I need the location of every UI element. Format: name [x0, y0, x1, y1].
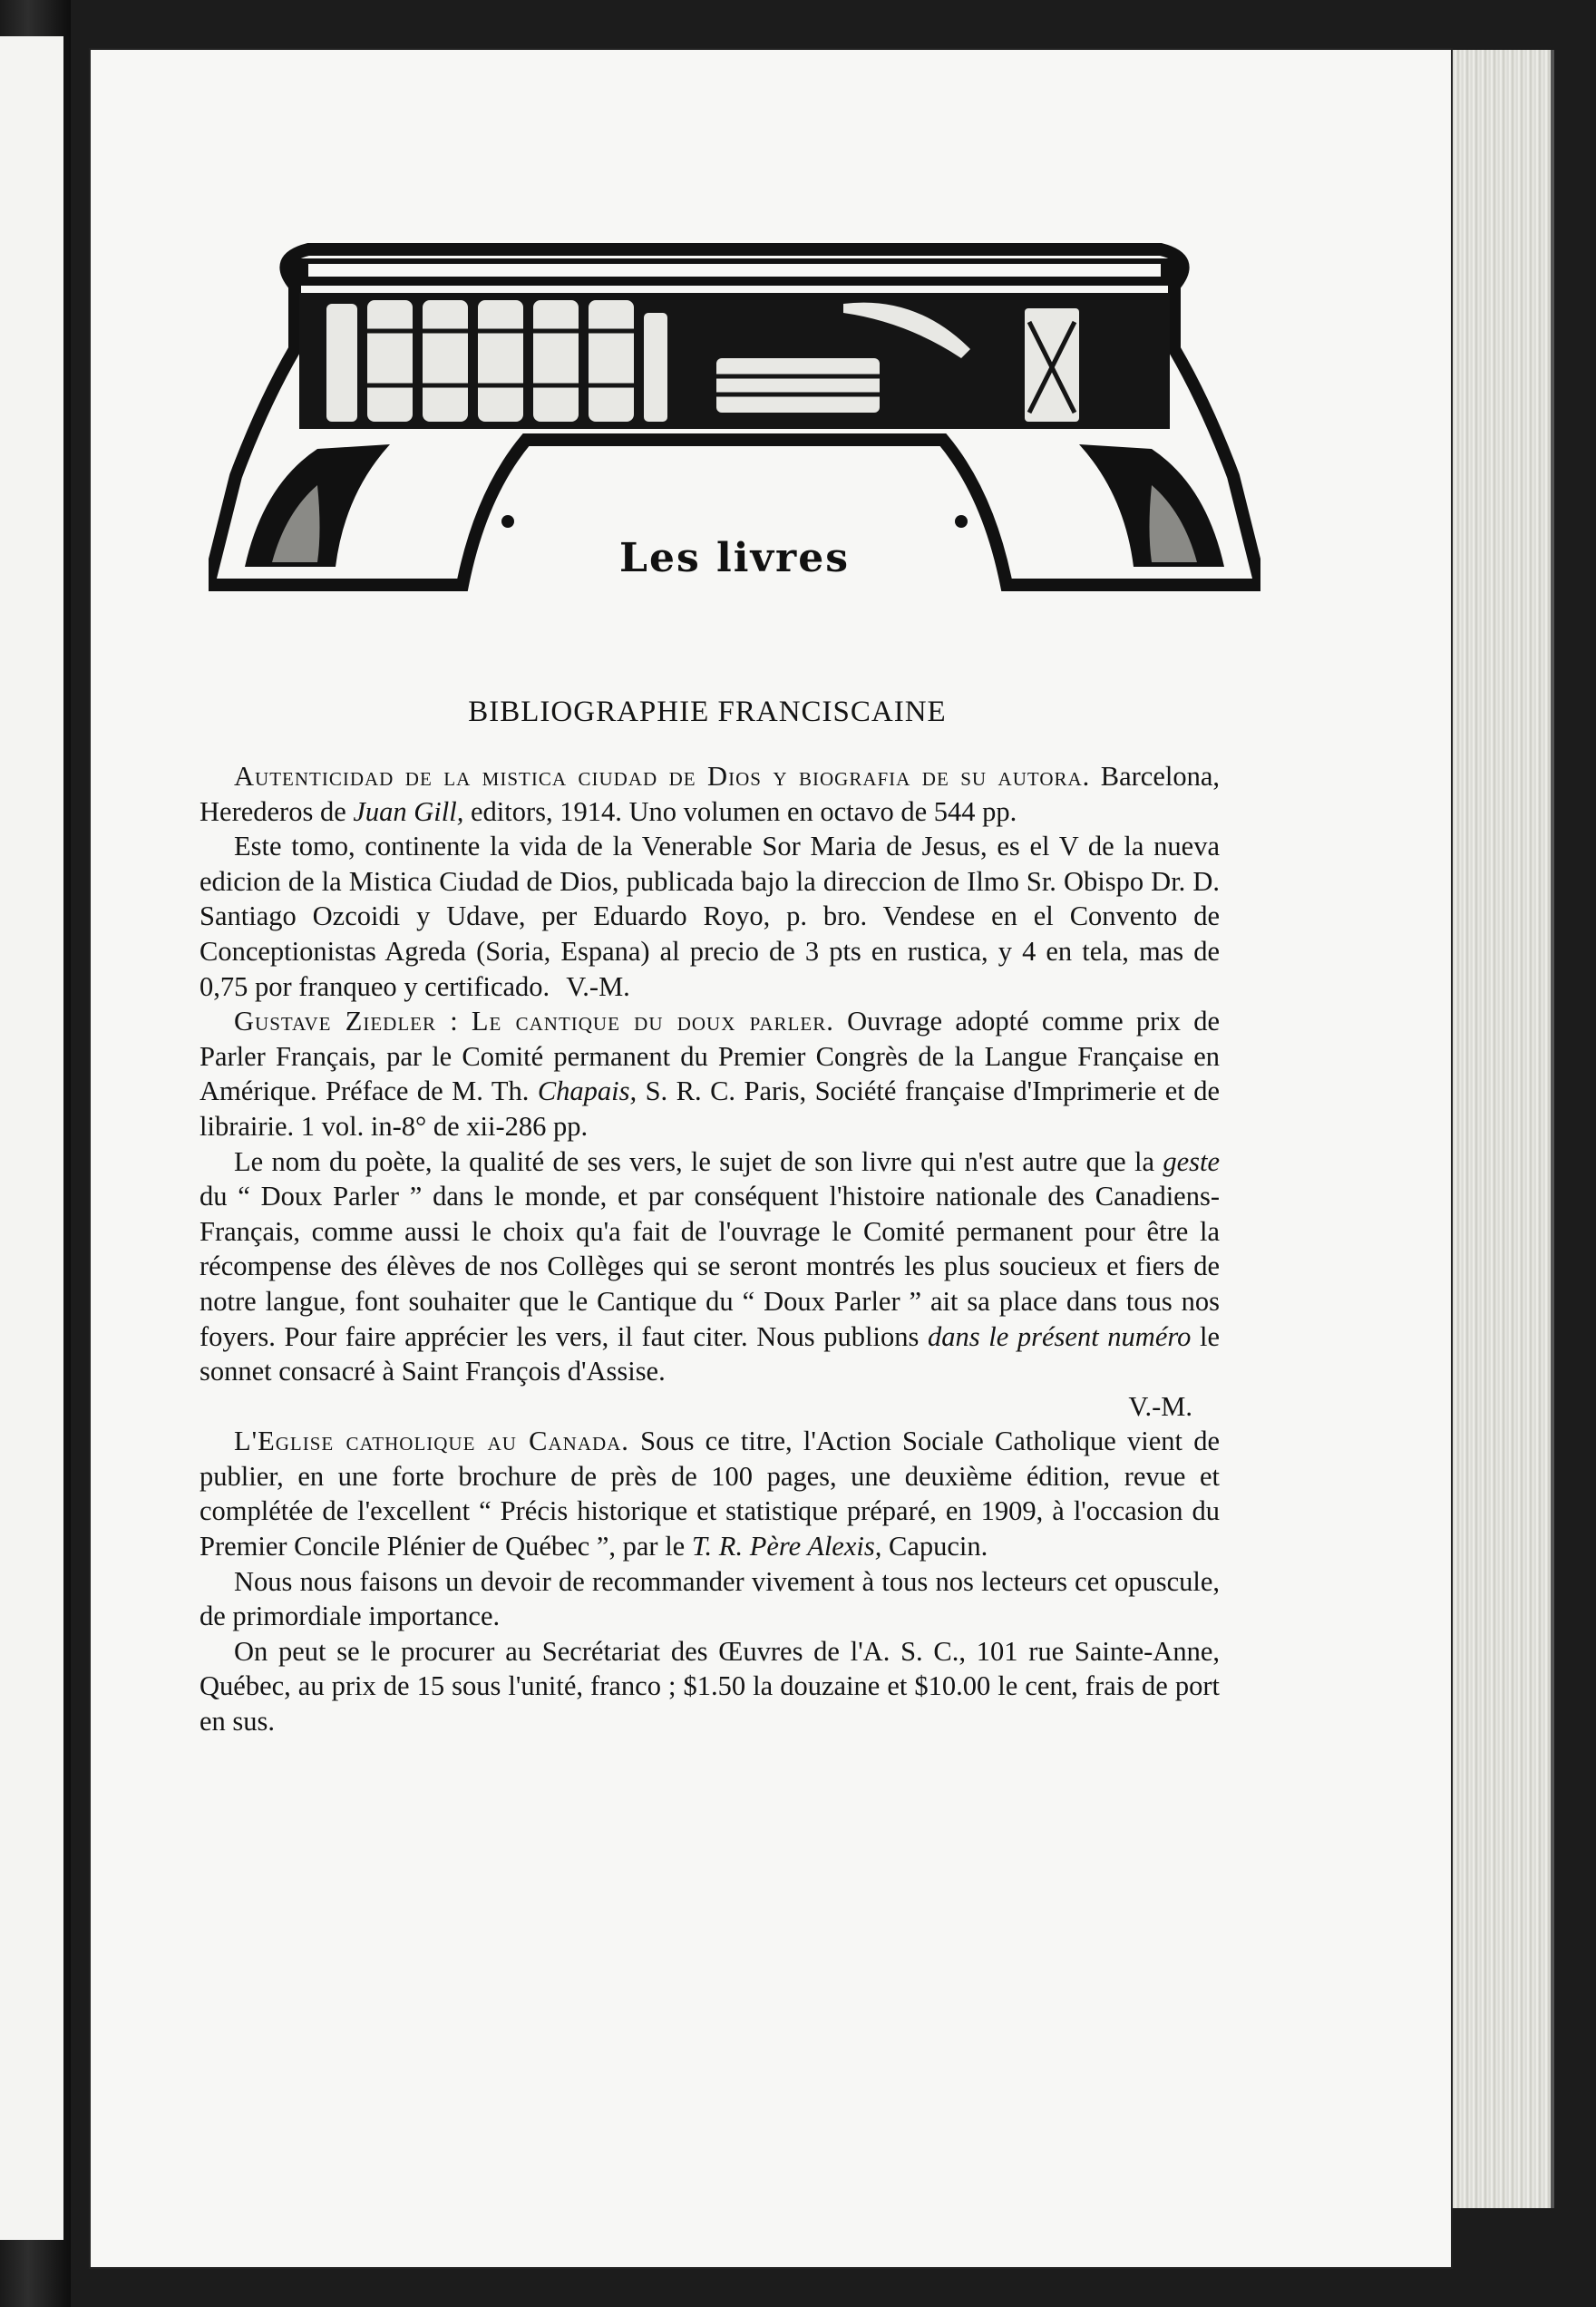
entry-1-signature: V.-M.: [566, 970, 630, 1002]
entry-3-paragraph-3: On peut se le procurer au Secrétariat des Œuvres de l'A. S. C., 101 rue Sainte-Anne, Québec, au prix de 15 sous l'unité, franco ; $1.50 la douzaine et $10.00 le cent, frais de port en sus.: [200, 1635, 1220, 1738]
entry-1-publisher-a: Barcelona, Herederos de: [200, 761, 1221, 827]
entry-2-review-italic: geste: [1163, 1145, 1221, 1177]
book-page: [91, 50, 1451, 2267]
section-title: Les livres: [619, 535, 850, 581]
entry-3-paragraph-2: Nous nous faisons un devoir de recommander vivement à tous nos lecteurs cet opuscule, de primordiale importance.: [200, 1565, 1220, 1632]
entry-1-review: [200, 829, 1220, 1004]
entry-2-citation: [200, 1004, 1220, 1144]
entry-2-details-b: S. R. C. Paris, Société française d'Imprimerie et de librairie. 1 vol. in-8° de xii-286 pp.: [200, 1076, 1221, 1142]
entry-3-details-a: Sous ce titre, l'Action Sociale Catholique vient de publier, en une forte brochure de près de 100 pages, une deuxième édition, revue et complétée de l'excellent “ Précis historique et statistique préparé, en 1909, à l'occasion du Premier Concile Plénier de Québec ”, par le: [200, 1426, 1220, 1562]
entry-2-review-c: le sonnet consacré à Saint François d'Assise.: [200, 1320, 1221, 1387]
page-edges: [1451, 50, 1554, 2208]
entry-2-details-a: Ouvrage adopté comme prix de Parler Français, par le Comité permanent du Premier Congrès de la Langue Française en Amérique. Préface de M. Th.: [200, 1006, 1221, 1107]
entry-2-signature: V.-M.: [1128, 1390, 1192, 1422]
background-right: [1554, 0, 1596, 2307]
entry-1-review-text: Este tomo, continente la vida de la Venerable Sor Maria de Jesus, es el V de la nueva edicion de la Mistica Ciudad de Dios, publicada bajo la direccion de Ilmo Sr. Obispo Dr. D. Santiago Ozcoidi y Udave, per Eduardo Royo, p. bro. Vendese en el Convento de Conceptionistas Agreda (Soria, Espana) al precio de 3 pts en rustica, y 4 en tela, mas de 0,75 por franqueo y certificado.: [200, 831, 1220, 1002]
header-ornament: [209, 222, 1260, 648]
entry-3-citation: [200, 1424, 1220, 1563]
entry-2-title: Le cantique du doux parler.: [471, 1006, 834, 1037]
entry-2-review-italic2: dans le présent numéro: [927, 1320, 1192, 1352]
entry-2-author: Gustave Ziedler :: [234, 1006, 459, 1037]
bibliography-heading: BIBLIOGRAPHIE FRANCISCAINE: [468, 696, 947, 728]
entry-2-review-a: Le nom du poète, la qualité de ses vers, le sujet de son livre qui n'est autre que la: [234, 1145, 1155, 1177]
entry-2-review-b: du “ Doux Parler ” dans le monde, et par conséquent l'histoire nationale des Canadiens-Français, comme aussi le choix qu'a fait de l'ouvrage le Comité permanent pour être la récompense des élèves de nos Collèges qui se seront montrés les plus soucieux et fiers de notre langue, font souhaiter que le Cantique du “ Doux Parler ” ait sa place dans tous nos foyers. Pour faire apprécier les vers, il faut citer. Nous publions: [200, 1181, 1220, 1352]
entry-2-details-italic: Chapais,: [537, 1076, 637, 1107]
entry-1-publisher-name: Juan Gill,: [353, 795, 464, 827]
bibliography-content: [200, 759, 1220, 1739]
facing-page-edge: [0, 36, 69, 2240]
entry-1-publisher-b: editors, 1914. Uno volumen en octavo de 544 pp.: [470, 795, 1017, 827]
entry-2-review: [200, 1144, 1220, 1389]
bookshelf-ornament-icon: [209, 222, 1260, 648]
entry-3-details-italic: T. R. Père Alexis,: [691, 1531, 882, 1562]
entry-1-citation: [200, 759, 1220, 829]
entry-3-title: L'Eglise catholique au Canada.: [234, 1426, 629, 1457]
entry-3-details-b: Capucin.: [888, 1531, 988, 1562]
entry-1-title: Autenticidad de la mistica ciudad de Dios y biografia de su autora.: [234, 761, 1091, 792]
